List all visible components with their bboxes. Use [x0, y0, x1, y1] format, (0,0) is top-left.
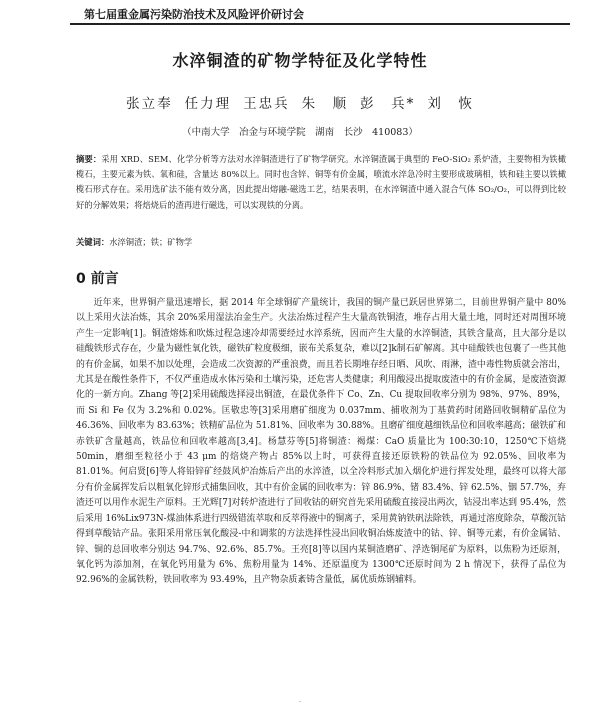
author: 朱 顺 — [301, 96, 349, 112]
keywords-text: 水淬铜渣；铁；矿物学 — [109, 237, 193, 247]
keywords-label: 关键词： — [76, 237, 110, 247]
author: 王忠兵 — [243, 96, 290, 112]
author: 任力理 — [184, 96, 232, 112]
abstract — [76, 152, 566, 213]
author: 刘 恢 — [427, 96, 474, 112]
body-paragraph: 近年来，世界铜产量迅速增长，据 2014 年全球铜矿产量统计，我国的铜产量已跃居世界第二，目前世界铜产量中 80%以上采用火法冶炼，其余 20%采用湿法冶金生产。火法冶炼过程产生大量高铁铜渣，堆存占用大量土地，同时还对周围环境产生一定影响[1]。铜渣熔炼和吹炼过程急速冷却需要经过水淬系统，因而产生大量的水淬铜渣，其铁含量高，且大部分是以硅酸铁形式存在，少量为磁性氧化铁，磁铁矿粒度极细，嵌布关系复杂，难以[2]k制石矿解离。其中硅酸铁也包裹了一些其他的有价金属，如果不加以处理，会造成二次资源的严重浪费，而且若长期堆存经日晒、风吹、雨淋，渣中毒性物质就会溶出，尤其是在酸性条件下，不仅严重造成水体污染和土壤污染，还危害人类健康；利用酸浸出提取废渣中的有价金属，是废渣资源化的一新方向。Zhang 等[2]采用硫酸选择浸出铜渣，在最优条件下 Co、Zn、Cu 提取回收率分别为 98%、97%、89%，而 Si 和 Fe 仅为 3.2%和 0.02%。匡敬忠等[3]采用磨矿细度为 0.037mm、捕收剂为丁基黄药时闭路回收铜精矿品位为 46.36%、回收率为 83.63%；铁精矿品位为 51.81%、回收率为 30.88%。且磨矿细度越细铁品位和回收率越高；磁铁矿和赤铁矿含量越高，铁品位和回收率越高[3,4]。杨慧芬等[5]将铜渣：褐煤：CaO 质量比为 100:30:10，1250℃下焙烧 50min，磨细至粒径小于 43 μm 的焙烧产物占 85%以上时，可获得直接还原铁粉的铁品位为 92.05%、回收率为 81.01%。何启贤[6]等人将铅锌矿经鼓风炉冶炼后产出的水淬渣，以全冷料形式加入烟化炉进行挥发处理，最终可以将大部分有价金属挥发后以粗氧化锌形式捕集回收，其中有价金属的回收率为：锌 86.9%、锗 83.4%、锌 62.5%、铟 57.7%，弃渣还可以用作水泥生产原料。王光辉[7]对转炉渣进行了回收钴的研究首先采用硫酸直接浸出两次，钴浸出率达到 95.4%，然后采用 16%Lix973N-煤油体系进行四级错流萃取和反萃得液中的铜离子，采用黄钠铁矾法除铁，再通过溶度除杂，草酸沉钴得到草酸钴产品。张阳采用常压氧化酸浸-中和调浆的方法选择性浸出回收铜冶炼废渣中的钴、锌、铜等元素，有价金属钴、锌、铜的总回收率分别达 94.7%、92.6%、85.7%。王亮[8]等以国内某铜渣磨矿、浮选铜尾矿为原料，以焦粉为还原剂，氧化钙为添加剂，在氧化钙用量为 6%、焦粉用量为 14%、还原温度为 1300℃还原时间为 2 h 情况下，获得了品位为 92.96%的金属铁粉，铁回收率为 93.49%，且产物杂质紊铸含量低，属优质炼钢辅料。 — [76, 298, 566, 586]
author-list — [0, 92, 600, 112]
paper-title: 水淬铜渣的矿物学特征及化学特性 — [172, 51, 428, 70]
running-header: 第七届重金属污染防治技术及风险评价研讨会 — [84, 8, 304, 21]
header-rule — [70, 23, 570, 25]
section-number: 0 — [76, 271, 86, 287]
author: 彭 兵* — [360, 96, 416, 112]
section-heading — [76, 268, 119, 288]
abstract-text: 采用 XRD、SEM、化学分析等方法对水淬铜渣进行了矿物学研究。水淬铜渣属于典型的 FeO-SiO₂ 系炉渣，主要物相为铁橄榄石，主要元素为铁、氧和硅，含量达 80%以上。同时也含锌、铜等有价金属，喷流水淬急冷时主要形成玻璃相，铁和硅主要以铁橄榄石形式存在。采用选矿法不能有效分离，因此提出熔融-磁选工艺，结果表明，在水淬铜渣中通入混合气体 SO₂/O₂，可以得到比较好的分解效果；将焙烧后的渣再进行磁选，可以实现铁的分离。 — [76, 154, 566, 210]
section-title: 前言 — [90, 271, 119, 287]
author: 张立奉 — [126, 96, 173, 112]
keywords — [76, 236, 192, 248]
affiliation: （中南大学 冶金与环境学院 湖南 长沙 410083） — [182, 127, 418, 138]
abstract-label: 摘要： — [76, 154, 102, 164]
page-number-smudge: · — [298, 698, 302, 706]
